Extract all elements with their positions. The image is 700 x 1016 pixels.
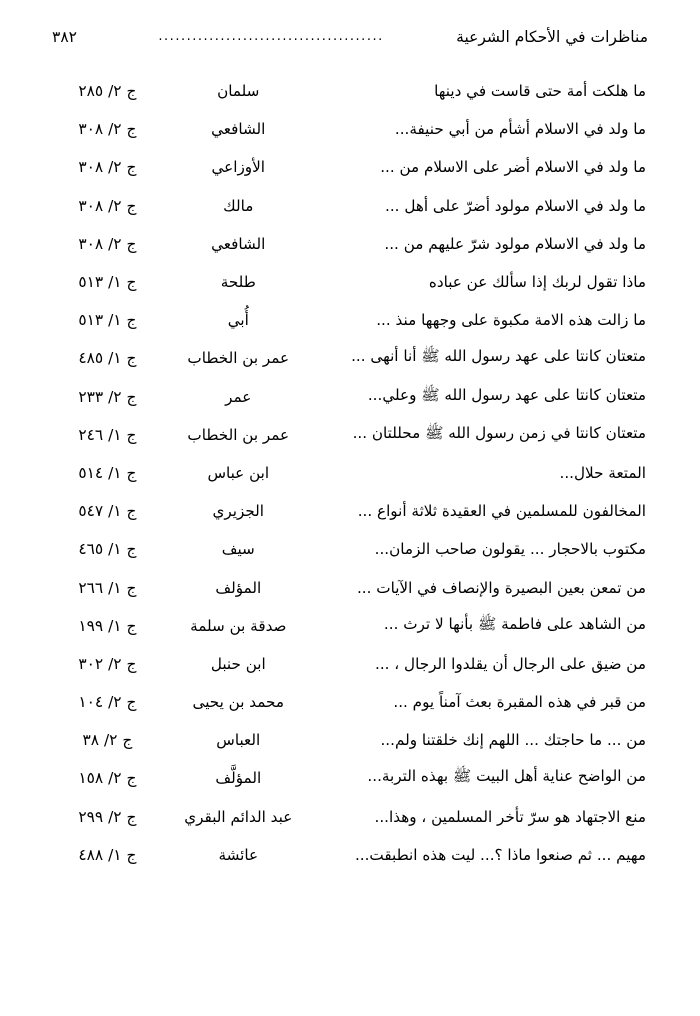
entry-text: المخالفون للمسلمين في العقيدة ثلاثة أنواع ...: [357, 502, 646, 521]
entry-text: من ضيق على الرجال أن يقلدوا الرجال ، ...: [375, 654, 646, 673]
table-row: [52, 454, 648, 492]
entry-volume-page: ج ١/ ٤٨٨: [78, 845, 137, 864]
table-row: [52, 607, 648, 645]
page-title: مناظرات في الأحكام الشرعية: [456, 28, 648, 46]
entry-volume-page: ج ٢/ ٢٨٥: [78, 82, 137, 101]
entry-text: متعتان كانتا في زمن رسول الله ﷺ محللتان ...: [352, 423, 646, 442]
entry-speaker: محمد بن يحيى: [192, 693, 284, 712]
entry-text: ما هلكت أمة حتى قاست في دينها: [434, 82, 646, 101]
header-dot-leader: ........................................: [158, 29, 384, 44]
entry-text: ما ولد في الاسلام مولود أضرّ على أهل ...: [385, 196, 646, 215]
entry-speaker: أُبي: [227, 311, 249, 330]
entry-volume-page: ج ١/ ٤٦٥: [78, 540, 137, 559]
entry-text: ما ولد في الاسلام أشأم من أبي حنيفة...: [394, 120, 646, 139]
table-row: [52, 263, 648, 301]
entry-volume-page: ج ١/ ٢٦٦: [78, 578, 137, 597]
entry-volume-page: ج ١/ ٥١٣: [78, 311, 137, 330]
entry-volume-page: ج ٢/ ١٥٨: [78, 769, 137, 788]
index-table: [52, 72, 648, 874]
table-row: [52, 721, 648, 759]
entry-text: من ... ما حاجتك ... اللهم إنك خلقتنا ولم...: [380, 731, 646, 750]
entry-volume-page: ج ٢/ ٣٨: [82, 731, 133, 750]
table-row: [52, 148, 648, 186]
table-row: [52, 530, 648, 568]
entry-volume-page: ج ٢/ ٣٠٢: [78, 654, 137, 673]
entry-volume-page: ج ١/ ٢٤٦: [78, 425, 137, 444]
entry-speaker: الشافعي: [211, 234, 266, 253]
entry-speaker: عبد الدائم البقري: [184, 807, 293, 826]
table-row: [52, 339, 648, 377]
table-row: [52, 645, 648, 683]
entry-text: من الواضح عناية أهل البيت ﷺ بهذه التربة...: [367, 767, 646, 786]
entry-volume-page: ج ١/ ٤٨٥: [78, 349, 137, 368]
entry-speaker: سيف: [221, 540, 255, 559]
entry-text: متعتان كانتا على عهد رسول الله ﷺ وعلي...: [367, 385, 646, 404]
table-row: [52, 683, 648, 721]
entry-speaker: سلمان: [217, 82, 260, 101]
entry-text: من الشاهد على فاطمة ﷺ بأنها لا ترث ...: [383, 614, 646, 633]
table-row: [52, 72, 648, 110]
entry-volume-page: ج ٢/ ٣٠٨: [78, 234, 137, 253]
entry-text: ما ولد في الاسلام أضر على الاسلام من ...: [380, 158, 646, 177]
entry-text: ما زالت هذه الامة مكبوة على وجهها منذ ...: [376, 311, 646, 330]
entry-speaker: المؤلَّف: [215, 769, 262, 788]
entry-speaker: صدقة بن سلمة: [190, 616, 287, 635]
entry-text: من قبر في هذه المقبرة بعث آمناً يوم ...: [393, 693, 646, 712]
entry-speaker: ابن حنبل: [210, 654, 266, 673]
entry-volume-page: ج ١/ ٥٤٧: [78, 502, 137, 521]
page-header: [52, 28, 648, 46]
entry-volume-page: ج ١/ ٥١٤: [78, 463, 137, 482]
entry-volume-page: ج ٢/ ٢٣٣: [78, 387, 137, 406]
entry-speaker: الأوزاعي: [211, 158, 266, 177]
table-row: [52, 110, 648, 148]
entry-text: مهيم ... ثم صنعوا ماذا ؟... ليت هذه انطبقت...: [354, 845, 646, 864]
table-row: [52, 568, 648, 606]
entry-speaker: عمر بن الخطاب: [187, 349, 290, 368]
entry-text: منع الاجتهاد هو سرّ تأخر المسلمين ، وهذا...: [374, 807, 646, 826]
entry-speaker: طلحة: [220, 273, 256, 292]
entry-speaker: عائشة: [218, 845, 259, 864]
index-table-body: [52, 72, 648, 874]
entry-text: مكتوب بالاحجار ... يقولون صاحب الزمان...: [374, 540, 646, 559]
entry-volume-page: ج ٢/ ٢٩٩: [78, 807, 137, 826]
entry-volume-page: ج ٢/ ٣٠٨: [78, 196, 137, 215]
table-row: [52, 225, 648, 263]
table-row: [52, 798, 648, 836]
entry-speaker: عمر: [225, 387, 252, 406]
entry-speaker: عمر بن الخطاب: [187, 425, 290, 444]
entry-speaker: الجزيري: [212, 502, 265, 521]
entry-volume-page: ج ٢/ ١٠٤: [78, 693, 137, 712]
entry-text: متعتان كانتا على عهد رسول الله ﷺ أنا أنهى ...: [351, 347, 646, 366]
table-row: [52, 759, 648, 797]
entry-text: ماذا تقول لربك إذا سألك عن عباده: [428, 273, 646, 292]
entry-text: المتعة حلال...: [559, 463, 646, 482]
entry-volume-page: ج ١/ ٥١٣: [78, 273, 137, 292]
entry-speaker: ابن عباس: [207, 463, 270, 482]
table-row: [52, 378, 648, 416]
entry-volume-page: ج ٢/ ٣٠٨: [78, 158, 137, 177]
table-row: [52, 301, 648, 339]
table-row: [52, 492, 648, 530]
table-row: [52, 416, 648, 454]
entry-text: من تمعن بعين البصيرة والإنصاف في الآيات ...: [356, 578, 646, 597]
table-row: [52, 187, 648, 225]
page-number: ٣٨٢: [52, 28, 77, 46]
entry-speaker: العباس: [216, 731, 261, 750]
entry-volume-page: ج ٢/ ٣٠٨: [78, 120, 137, 139]
entry-speaker: المؤلف: [215, 578, 262, 597]
table-row: [52, 836, 648, 874]
entry-volume-page: ج ١/ ١٩٩: [78, 616, 137, 635]
entry-speaker: مالك: [223, 196, 254, 215]
entry-speaker: الشافعي: [211, 120, 266, 139]
entry-text: ما ولد في الاسلام مولود شرّ عليهم من ...: [384, 234, 646, 253]
